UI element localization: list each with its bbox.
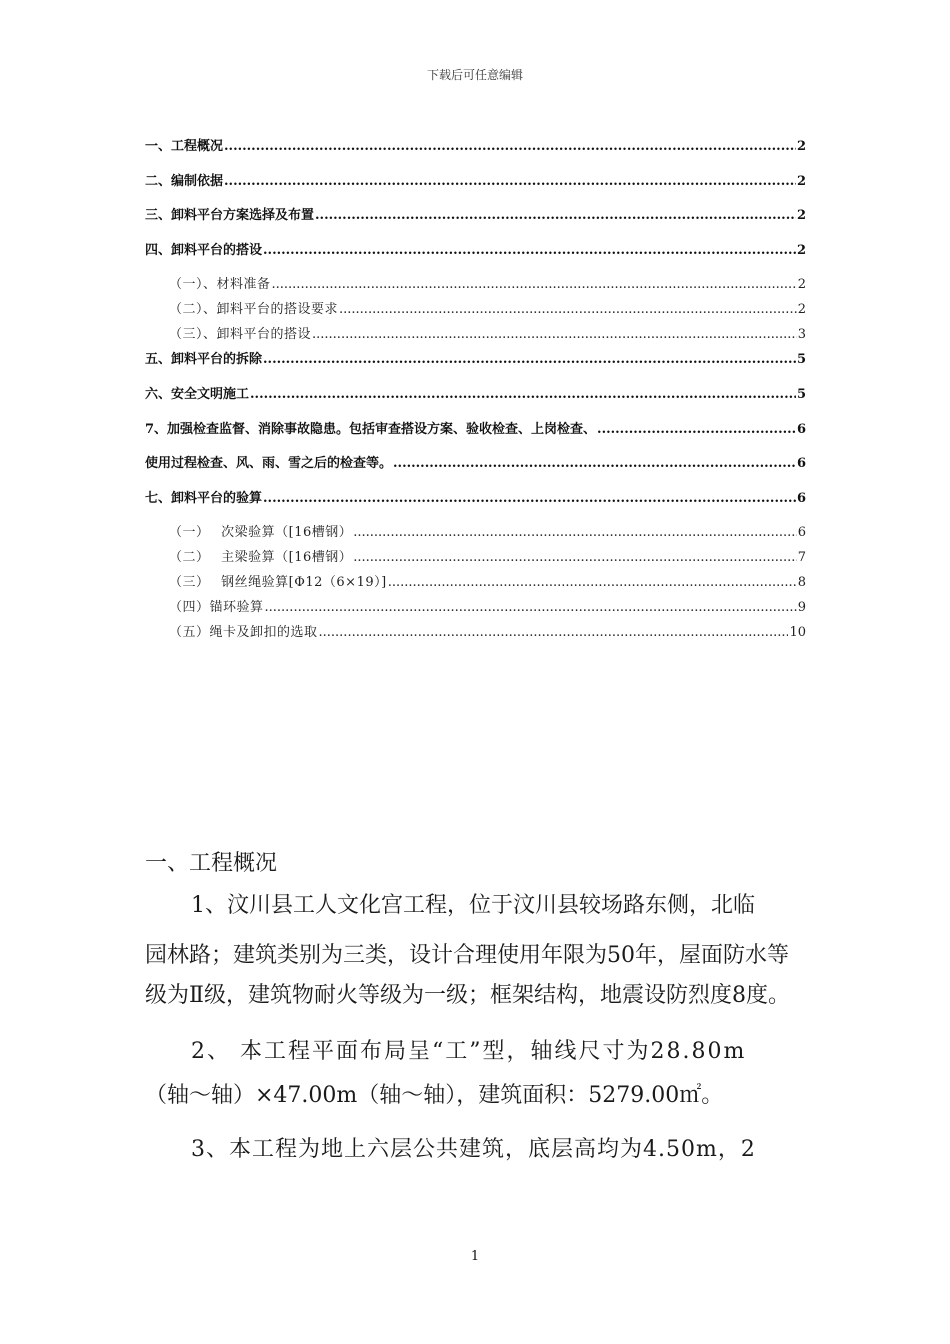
toc-leader-dots <box>263 351 796 369</box>
toc-entry[interactable] <box>145 490 806 525</box>
toc-entry-page: 5 <box>796 352 806 368</box>
toc-entry-title: （二）、卸料平台的搭设要求 <box>169 302 339 318</box>
toc-entry-title: 三、卸料平台方案选择及布置 <box>145 208 315 224</box>
toc-entry-title: 五、卸料平台的拆除 <box>145 352 263 368</box>
toc-entry-title: （四）锚环验算 <box>169 600 264 616</box>
toc-entry-title: 7、加强检查监督、消除事故隐患。包括审查搭设方案、验收检查、上岗检查、 <box>145 421 597 437</box>
toc-leader-dots <box>263 242 796 260</box>
toc-entry-page: 2 <box>797 277 806 293</box>
toc-entry[interactable] <box>145 455 806 490</box>
toc-entry-page: 6 <box>796 421 806 437</box>
toc-leader-dots <box>353 549 796 567</box>
document-body <box>145 846 808 1172</box>
toc-entry-title: （一） 次梁验算（[16槽钢） <box>169 525 353 541</box>
toc-entry-title: 四、卸料平台的搭设 <box>145 242 263 258</box>
toc-leader-dots <box>353 524 796 542</box>
toc-leader-dots <box>339 301 797 319</box>
toc-leader-dots <box>265 599 797 617</box>
toc-entry-page: 6 <box>796 456 806 472</box>
toc-leader-dots <box>272 276 797 294</box>
paragraph-2-line1: 2、 本工程平面布局呈“工”型，轴线尺寸为28.80m <box>191 1039 747 1064</box>
section-title: 一、工程概况 <box>145 851 278 876</box>
toc-leader-dots <box>250 386 796 404</box>
toc-entry-title: 一、工程概况 <box>145 139 224 154</box>
toc-entry[interactable] <box>145 276 806 301</box>
paragraph-3-line1: 3、本工程为地上六层公共建筑，底层高均为4.50m，2 <box>191 1137 756 1162</box>
toc-leader-dots <box>224 138 796 156</box>
paragraph-2-line2: （轴～轴）×47.00m（轴～轴），建筑面积：5279.00㎡。 <box>145 1083 724 1108</box>
toc-entry-page: 6 <box>796 490 806 506</box>
toc-entry[interactable] <box>145 242 806 277</box>
page-number: 1 <box>470 1249 480 1264</box>
toc-entry[interactable] <box>145 574 806 599</box>
toc-entry-title: （一）、材料准备 <box>169 277 271 293</box>
toc-entry-page: 2 <box>796 242 806 258</box>
toc-entry-page: 6 <box>797 525 806 541</box>
toc-entry-page: 2 <box>796 208 806 224</box>
toc-entry-page: 7 <box>797 550 806 566</box>
toc-entry[interactable] <box>145 599 806 624</box>
paragraph-1-rest: 园林路；建筑类别为三类，设计合理使用年限为50年，屋面防水等级为Ⅱ级，建筑物耐火等级为一级；框架结构，地震设防烈度8度。 <box>145 943 790 1008</box>
toc-entry-page: 2 <box>796 139 806 154</box>
toc-leader-dots <box>597 421 796 439</box>
toc-leader-dots <box>315 207 796 225</box>
toc-entry-page: 3 <box>797 327 806 343</box>
toc-entry[interactable] <box>145 326 806 351</box>
toc-entry-page: 8 <box>797 575 806 591</box>
toc-entry[interactable] <box>145 421 806 456</box>
toc-entry-page: 2 <box>797 302 806 318</box>
toc-leader-dots <box>319 624 789 642</box>
toc-entry[interactable] <box>145 351 806 386</box>
toc-leader-dots <box>224 173 796 191</box>
toc-entry[interactable] <box>145 549 806 574</box>
toc-entry[interactable] <box>145 173 806 208</box>
toc-entry-page: 10 <box>789 625 806 641</box>
toc-entry[interactable] <box>145 301 806 326</box>
toc-entry-title: （三）、卸料平台的搭设 <box>169 327 312 343</box>
page-header: 下载后可任意编辑 <box>426 68 523 82</box>
toc-leader-dots <box>388 574 797 592</box>
toc-entry-title: 二、编制依据 <box>145 173 224 189</box>
toc-entry-title: （五）绳卡及卸扣的选取 <box>169 625 318 641</box>
toc-entry-page: 2 <box>796 173 806 189</box>
toc-leader-dots <box>312 326 797 344</box>
table-of-contents <box>145 138 806 649</box>
toc-entry[interactable] <box>145 524 806 549</box>
toc-leader-dots <box>393 455 796 473</box>
toc-entry[interactable] <box>145 624 806 649</box>
toc-entry-page: 9 <box>797 600 806 616</box>
paragraph-1-line1: 1、汶川县工人文化宫工程，位于汶川县较场路东侧，北临 <box>191 893 755 918</box>
toc-entry[interactable] <box>145 207 806 242</box>
toc-entry[interactable] <box>145 386 806 421</box>
toc-entry-title: （二） 主梁验算（[16槽钢） <box>169 550 353 566</box>
toc-leader-dots <box>263 490 796 508</box>
toc-entry-title: 七、卸料平台的验算 <box>145 490 263 506</box>
toc-entry-page: 5 <box>796 386 806 402</box>
toc-entry-title: 六、安全文明施工 <box>145 386 250 402</box>
toc-entry-title: 使用过程检查、风、雨、雪之后的检查等。 <box>145 456 393 472</box>
toc-entry[interactable] <box>145 138 806 173</box>
toc-entry-title: （三） 钢丝绳验算[Φ12（6×19）] <box>169 575 387 591</box>
